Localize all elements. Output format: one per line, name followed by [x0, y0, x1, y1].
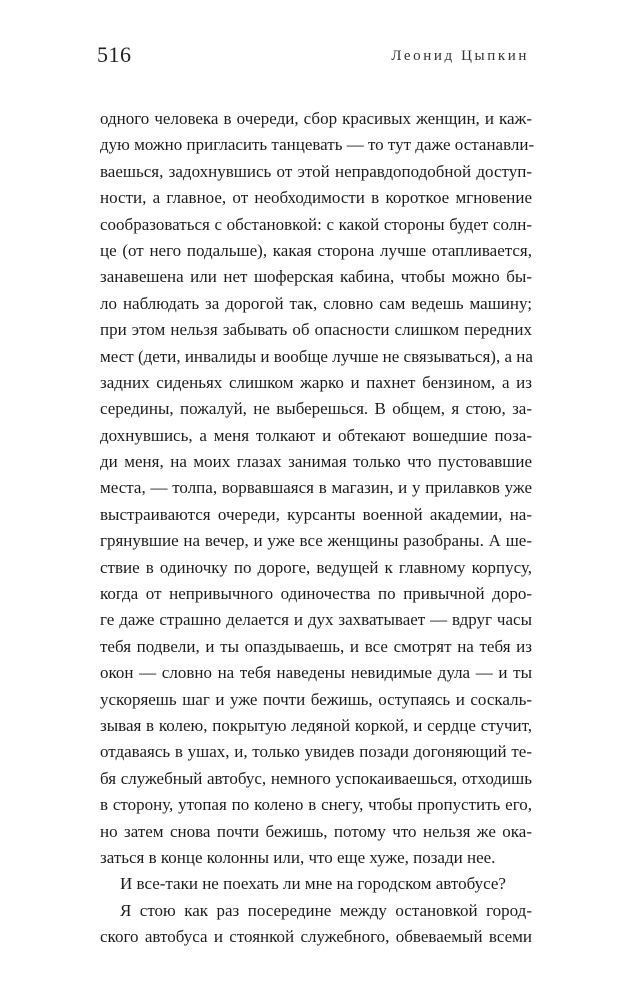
text-line: бя служебный автобус, немного успокаиваешься, отходишь — [100, 768, 532, 788]
text-line: ускоряешь шаг и уже почти бежишь, оступаясь и соскаль- — [100, 689, 532, 709]
text-line: окон — словно на тебя наведены невидимые дула — и ты — [100, 663, 532, 683]
text-line: ло наблюдать за дорогой так, словно сам ведешь машину; — [100, 293, 532, 313]
page-number: 516 — [97, 42, 132, 67]
text-line: ности, а главное, от необходимости в короткое мгновение — [100, 188, 532, 208]
text-line: сообразоваться с обстановкой: с какой стороны будет солн- — [100, 214, 532, 234]
text-line: одного человека в очереди, сбор красивых женщин, и каж- — [100, 109, 532, 128]
text-line: занавешена или нет шоферская кабина, чтобы можно бы- — [100, 267, 532, 287]
text-line: тебя подвели, и ты опаздываешь, и все смотрят на тебя из — [100, 636, 532, 656]
paragraph-line: И все-таки не поехать ли мне на городском автобусе? — [120, 874, 506, 894]
text-line: отдаваясь в ушах, и, только увидев позади догоняющий те- — [100, 742, 532, 762]
text-line: задних сиденьях слишком жарко и пахнет бензином, а из — [100, 372, 532, 392]
text-line: це (от него подальше), какая сторона лучше отапливается, — [100, 240, 532, 260]
text-line: когда от непривычного одиночества по привычной доро- — [100, 584, 532, 604]
body-text — [100, 106, 535, 951]
text-line: дую можно пригласить танцевать — то тут даже останавли- — [100, 135, 535, 155]
text-line: при этом нельзя забывать об опасности слишком передних — [100, 320, 532, 340]
text-line: середины, пожалуй, не выберешься. В общем, я стою, за- — [100, 399, 532, 419]
running-head-author: Леонид Цыпкин — [391, 48, 529, 64]
text-line: грянувшие на вечер, и уже все женщины разобраны. А ше- — [100, 531, 532, 551]
text-line: ского автобуса и стоянкой служебного, обвеваемый всеми — [100, 927, 532, 947]
text-line: выстраиваются очереди, курсанты военной академии, на- — [100, 504, 532, 524]
text-line: ди меня, на моих глазах занимая только что пустовавшие — [100, 452, 532, 472]
paragraph-end-line: заться в конце колонны или, что еще хуже, позади нее. — [100, 847, 496, 867]
page-header — [97, 42, 529, 72]
text-line: в сторону, утопая по колено в снегу, чтобы пропустить его, — [100, 795, 532, 815]
text-line: места, — толпа, ворвавшаяся в магазин, и у прилавков уже — [100, 478, 532, 498]
text-line: но затем снова почти бежишь, потому что нельзя же ока- — [100, 821, 532, 841]
text-line: мест (дети, инвалиды и вообще лучше не связываться), а на — [100, 346, 533, 366]
text-line: дохнувшись, а меня толкают и обтекают вошедшие поза- — [100, 425, 532, 445]
paragraph-start-line: Я стою как раз посередине между остановкой город- — [120, 900, 532, 920]
text-line: зывая в колею, покрытую ледяной коркой, и сердце стучит, — [100, 715, 532, 735]
text-line: ствие в одиночку по дороге, ведущей к главному корпусу, — [100, 557, 532, 577]
text-line: ваешься, задохнувшись от этой неправдоподобной доступ- — [100, 161, 532, 181]
text-line: ге даже страшно делается и дух захватывает — вдруг часы — [100, 610, 532, 630]
